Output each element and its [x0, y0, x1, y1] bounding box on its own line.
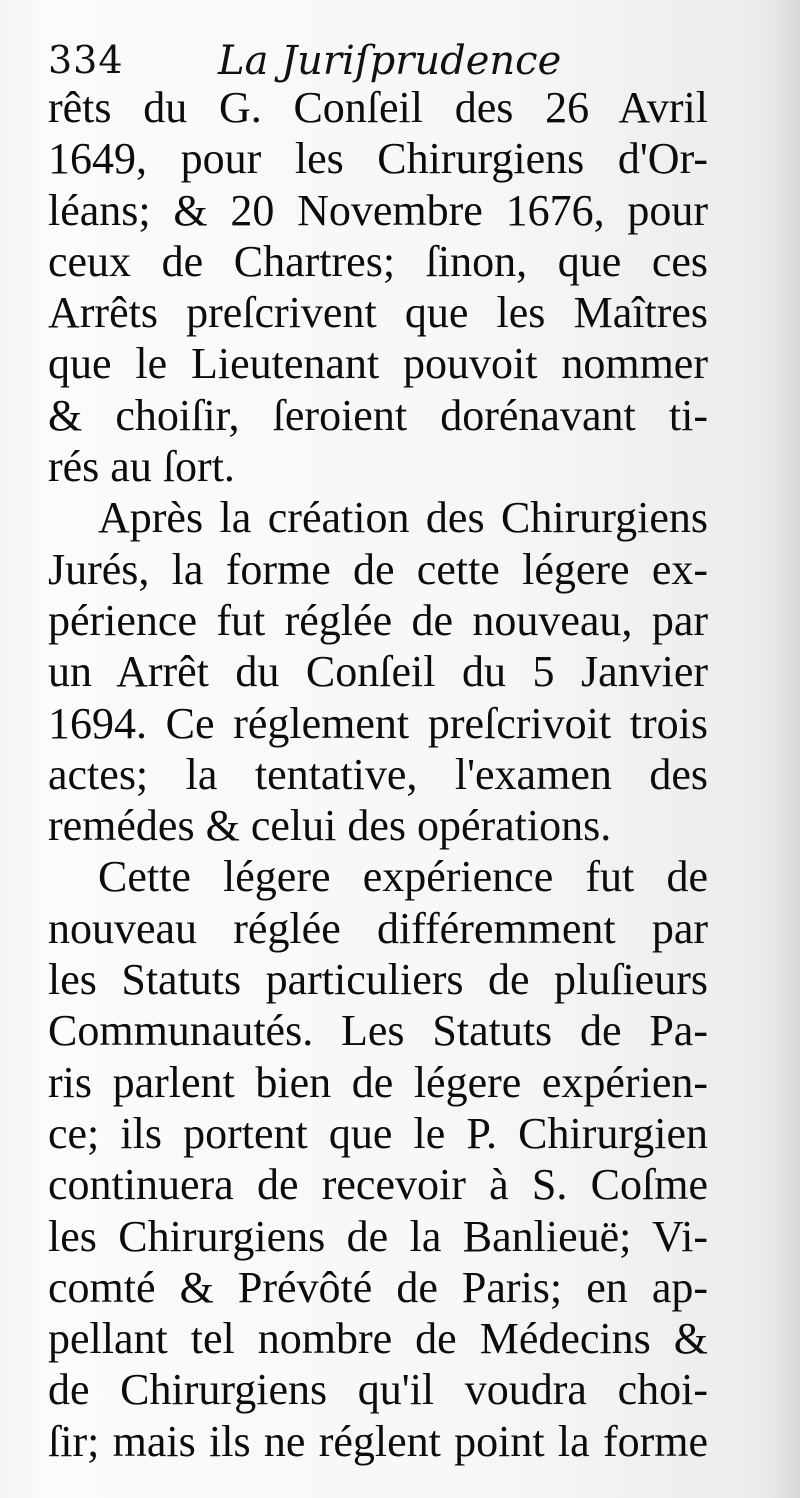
- text-line: actes; la tentative, l'examen des: [48, 749, 708, 799]
- text-line: 1694. Ce réglement preſcrivoit trois: [48, 698, 708, 748]
- text-line: que le Lieutenant pouvoit nommer: [48, 339, 708, 389]
- text-line: ce; ils portent que le P. Chirurgien: [48, 1108, 708, 1158]
- text-line: un Arrêt du Conſeil du 5 Janvier: [48, 647, 708, 697]
- running-title: La Juriſprudence: [218, 38, 562, 84]
- text-line: rêts du G. Conſeil des 26 Avril: [48, 83, 708, 132]
- text-line: les Statuts particuliers de pluſieurs: [48, 955, 708, 1005]
- text-line: ris parlent bien de légere expérien-: [48, 1057, 708, 1107]
- text-line: les Chirurgiens de la Banlieuë; Vi-: [48, 1211, 708, 1261]
- page-number: 334: [48, 38, 124, 82]
- page-edge-shadow: [772, 0, 800, 1498]
- text-line: ceux de Chartres; ſinon, que ces: [48, 236, 708, 286]
- text-line: Après la création des Chirurgiens: [98, 493, 708, 543]
- text-line: pellant tel nombre de Médecins &: [48, 1314, 708, 1364]
- paragraph-2: [48, 492, 708, 851]
- paragraph-3: [48, 851, 708, 1467]
- paragraph-1: [48, 82, 708, 492]
- text-line: Cette légere expérience fut de: [98, 852, 708, 902]
- text-line: comté & Prévôté de Paris; en ap-: [48, 1262, 708, 1312]
- text-line: léans; & 20 Novembre 1676, pour: [48, 185, 708, 235]
- text-line: Jurés, la forme de cette légere ex-: [48, 544, 708, 594]
- text-line: Communautés. Les Statuts de Pa-: [48, 1006, 708, 1056]
- text-line: rés au ſort.: [48, 442, 235, 492]
- text-line: nouveau réglée différemment par: [48, 903, 708, 953]
- text-line: ſir; mais ils ne réglent point la forme: [48, 1416, 708, 1466]
- text-line: Arrêts preſcrivent que les Maîtres: [48, 288, 708, 338]
- text-line: & choiſir, ſeroient dorénavant ti-: [48, 390, 708, 440]
- text-line: remédes & celui des opérations.: [48, 801, 612, 851]
- text-line: périence fut réglée de nouveau, par: [48, 595, 708, 645]
- text-line: de Chirurgiens qu'il voudra choi-: [48, 1365, 708, 1415]
- body-text: [48, 82, 708, 1467]
- text-line: 1649, pour les Chirurgiens d'Or-: [48, 134, 708, 184]
- text-line: continuera de recevoir à S. Coſme: [48, 1160, 708, 1210]
